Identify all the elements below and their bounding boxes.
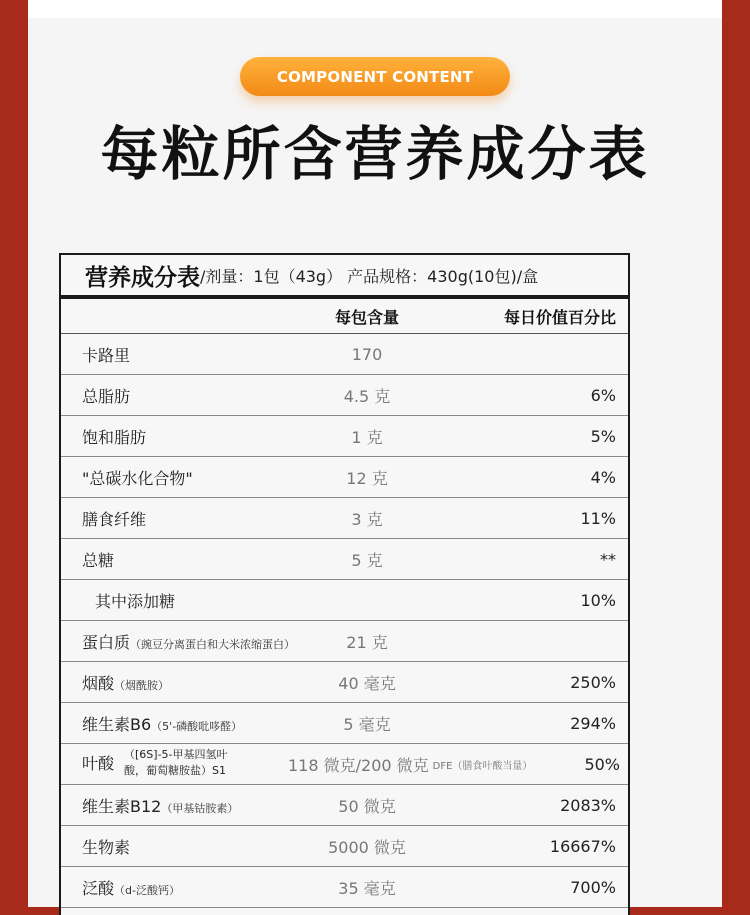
nutrient-amount: 5 毫克 xyxy=(343,714,391,734)
table-header xyxy=(61,255,628,299)
nutrient-amount: 4.5 克 xyxy=(343,386,391,406)
table-row xyxy=(61,457,628,498)
nutrient-name-cell xyxy=(61,746,272,782)
table-row xyxy=(61,785,628,826)
nutrient-name: 卡路里 xyxy=(82,345,131,365)
nutrient-amount-cell xyxy=(288,744,532,784)
col-percent-header: 每日价值百分比 xyxy=(503,307,616,327)
nutrient-name-cell xyxy=(61,712,272,735)
nutrient-percent: 294% xyxy=(570,713,616,733)
nutrient-note: （d-泛酸钙） xyxy=(114,883,180,897)
table-row xyxy=(61,621,628,662)
table-row xyxy=(61,416,628,457)
nutrient-name: 叶酸 xyxy=(82,754,115,773)
table-row xyxy=(61,334,628,375)
component-content-badge: COMPONENT CONTENT xyxy=(240,57,510,96)
nutrient-name: 维生素B6 xyxy=(82,714,152,734)
nutrient-amount: 35 毫克 xyxy=(338,878,396,898)
nutrient-percent: 2083% xyxy=(560,795,616,815)
nutrient-percent: 250% xyxy=(570,672,616,692)
nutrient-percent: 16667% xyxy=(549,836,616,856)
nutrient-note: （甲基钴胺素） xyxy=(161,801,239,815)
nutrient-name: 生物素 xyxy=(82,837,131,857)
nutrient-percent: 10% xyxy=(580,590,616,610)
page-heading: 每粒所含营养成分表 xyxy=(100,120,650,188)
nutrient-note: （豌豆分离蛋白和大米浓缩蛋白） xyxy=(130,637,296,651)
nutrient-percent: 11% xyxy=(580,508,616,528)
top-band xyxy=(28,0,722,18)
nutrient-name: 其中添加糖 xyxy=(95,591,176,611)
nutrient-name-cell xyxy=(61,794,272,817)
nutrition-table xyxy=(59,253,630,915)
nutrient-amount: 5 克 xyxy=(351,550,383,570)
nutrient-name: 饱和脂肪 xyxy=(82,427,147,447)
table-row xyxy=(61,580,628,621)
nutrient-note: （5'-磷酸吡哆醛） xyxy=(151,719,243,733)
nutrient-amount: 5000 微克 xyxy=(328,837,406,857)
nutrient-percent: 5% xyxy=(590,426,616,446)
nutrient-name: 总糖 xyxy=(82,550,115,570)
nutrient-amount: 50 微克 xyxy=(338,796,396,816)
nutrient-amount: 3 克 xyxy=(351,509,383,529)
nutrient-name: 烟酸 xyxy=(82,673,115,693)
nutrient-name-cell xyxy=(61,876,272,899)
nutrient-amount: 40 毫克 xyxy=(338,673,396,693)
col-amount-header: 每包含量 xyxy=(334,307,399,327)
nutrient-note-line2: 酸，葡萄糖胺盐）S1 xyxy=(124,764,226,777)
nutrient-percent: ** xyxy=(600,549,616,569)
nutrient-amount: 12 克 xyxy=(346,468,388,488)
nutrient-percent: 6% xyxy=(590,385,616,405)
table-row xyxy=(61,662,628,703)
table-row xyxy=(61,375,628,416)
nutrient-amount: 170 xyxy=(351,344,383,364)
table-row xyxy=(61,703,628,744)
nutrient-name: "总碳水化合物" xyxy=(82,468,193,488)
nutrient-amount: 118 微克/200 微克 xyxy=(288,755,429,775)
table-subtitle: /剂量：1包（43g） 产品规格：430g(10包)/盒 xyxy=(200,266,539,286)
nutrient-amount: 21 克 xyxy=(346,632,388,652)
nutrient-name: 泛酸 xyxy=(82,878,115,898)
table-row xyxy=(61,826,628,867)
nutrient-note xyxy=(124,747,228,779)
table-title: 营养成分表 xyxy=(85,264,200,291)
nutrient-amount-note: DFE（膳食叶酸当量） xyxy=(432,760,533,772)
nutrient-note: （烟酰胺） xyxy=(114,678,170,692)
nutrient-amount: 1 克 xyxy=(351,427,383,447)
nutrient-name-cell xyxy=(61,630,296,653)
nutrient-name: 总脂肪 xyxy=(82,386,131,406)
nutrient-percent: 4% xyxy=(590,467,616,487)
column-headers xyxy=(61,299,628,334)
nutrient-name: 蛋白质 xyxy=(82,632,131,652)
nutrient-percent: 700% xyxy=(570,877,616,897)
nutrient-note-line1: （[6S]-5-甲基四氢叶 xyxy=(124,748,228,761)
table-row xyxy=(61,539,628,580)
nutrient-name: 维生素B12 xyxy=(82,796,162,816)
nutrient-name: 膳食纤维 xyxy=(82,509,147,529)
nutrient-name-cell xyxy=(61,671,272,694)
table-row xyxy=(61,498,628,539)
nutrient-percent: 50% xyxy=(584,754,620,774)
table-row xyxy=(61,744,628,785)
table-row xyxy=(61,867,628,908)
